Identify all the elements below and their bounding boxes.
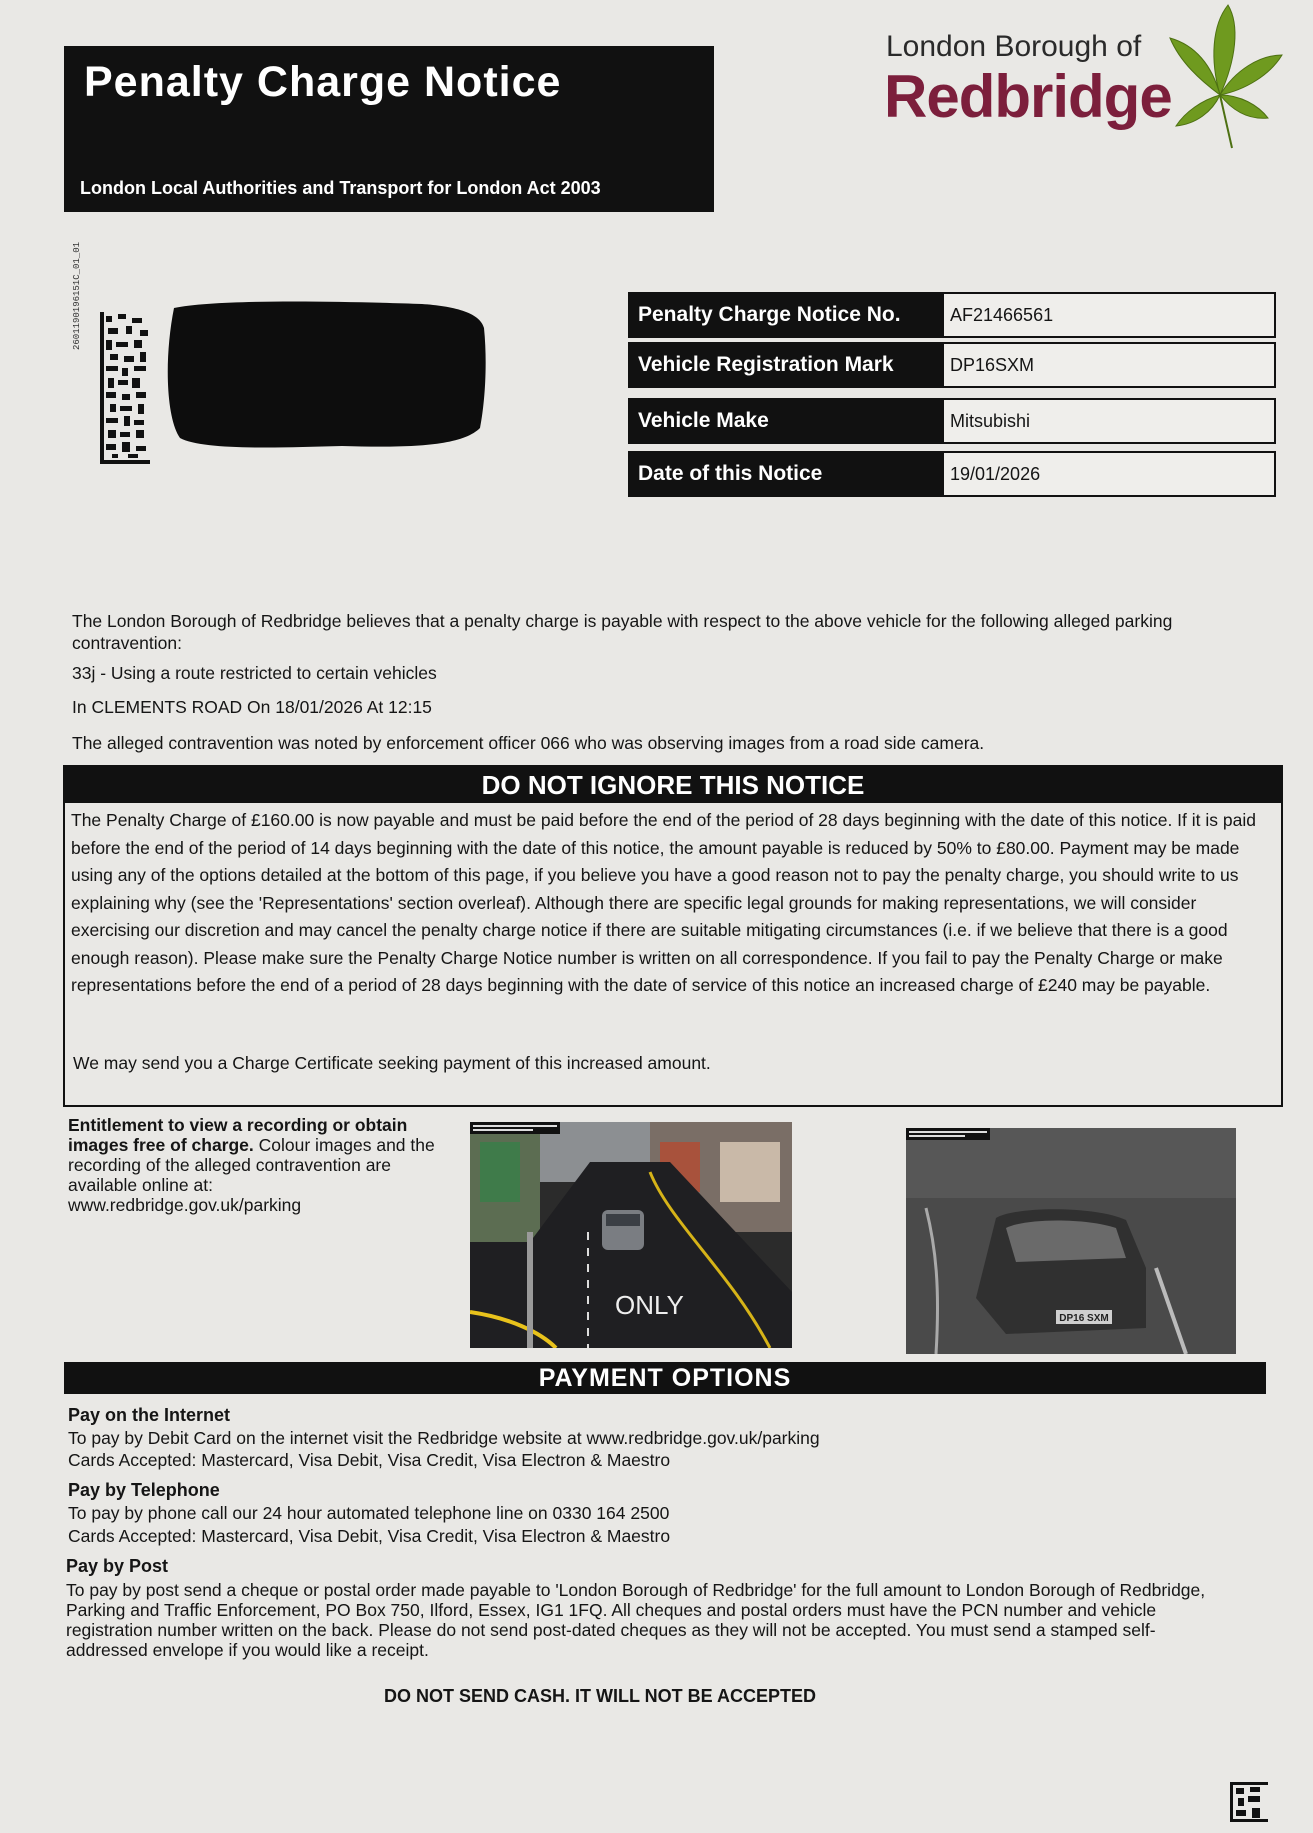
road-marking-text: ONLY (615, 1290, 684, 1320)
notice-header-block (64, 46, 714, 212)
camera-image-closeup (906, 1128, 1236, 1354)
contravention-code: 33j - Using a route restricted to certain vehicles (72, 663, 437, 683)
detail-label: Vehicle Registration Mark (630, 344, 944, 386)
entitlement-body: Colour images and the recording of the alleged contravention are available online at: (68, 1135, 435, 1195)
notice-date-value: 19/01/2026 (950, 464, 1041, 484)
pay-telephone-line-1: To pay by phone call our 24 hour automated telephone line on 0330 164 2500 (68, 1503, 670, 1523)
detail-label: Date of this Notice (630, 453, 944, 495)
detail-row-notice-date (628, 451, 1276, 497)
notice-heading: DO NOT IGNORE THIS NOTICE (65, 767, 1281, 803)
detail-label: Vehicle Make (630, 400, 944, 442)
notice-title: Penalty Charge Notice (84, 58, 562, 106)
entitlement-url: www.redbridge.gov.uk/parking (68, 1195, 302, 1215)
no-cash-warning: DO NOT SEND CASH. IT WILL NOT BE ACCEPTED (384, 1686, 817, 1706)
datamatrix-barcode-icon (100, 312, 150, 464)
logo-line-2: Redbridge (884, 63, 1172, 130)
detail-label: Penalty Charge Notice No. (630, 294, 944, 336)
vehicle-make-value: Mitsubishi (950, 411, 1031, 431)
entitlement-text (68, 1115, 448, 1215)
contravention-observed: The alleged contravention was noted by enforcement officer 066 who was observing images from a road side camera. (72, 733, 985, 753)
charge-certificate-note: We may send you a Charge Certificate seeking payment of this increased amount. (73, 1053, 711, 1073)
camera-image-colour (470, 1122, 792, 1348)
entitlement-heading: Entitlement to view a recording or obtain images free of charge. (68, 1115, 408, 1155)
pay-post-body: To pay by post send a cheque or postal order made payable to 'London Borough of Redbridge' for the full amount to London Borough of Redbridge, Parking and Traffic Enforcement, PO Box 750, Ilford, Essex, IG1 1FQ. All cheques and postal orders must have the PCN number and vehicle registration number written on the back. Please do not send post-dated cheques as they will not be accepted. You must send a stamped self-addressed envelope if you would like a receipt. (66, 1580, 1206, 1660)
footer-barcode-icon (1230, 1782, 1268, 1822)
do-not-ignore-box (63, 765, 1283, 1107)
logo-line-1: London Borough of (886, 30, 1142, 63)
contravention-location: In CLEMENTS ROAD On 18/01/2026 At 12:15 (72, 697, 432, 717)
redacted-address-block (162, 298, 487, 453)
registration-value: DP16SXM (950, 355, 1035, 375)
pay-internet-title: Pay on the Internet (68, 1405, 231, 1425)
detail-row-vehicle-make (628, 398, 1276, 444)
pay-post-title: Pay by Post (66, 1556, 169, 1576)
act-reference: London Local Authorities and Transport for London Act 2003 (80, 178, 601, 198)
detail-row-registration (628, 342, 1276, 388)
pay-telephone-line-2: Cards Accepted: Mastercard, Visa Debit, Visa Credit, Visa Electron & Maestro (68, 1526, 671, 1546)
pay-internet-line-1: To pay by Debit Card on the internet visit the Redbridge website at www.redbridge.gov.uk/parking (68, 1428, 820, 1448)
notice-body: The Penalty Charge of £160.00 is now payable and must be paid before the end of the period of 28 days beginning with the date of this notice. If it is paid before the end of the period of 14 days beginning with the date of this notice, the amount payable is reduced by 50% to £80.00. Payment may be made using any of the options detailed at the bottom of this page, if you believe you have a good reason not to pay the penalty charge, you should write to us explaining why (see the 'Representations' section overleaf). Although there are specific legal grounds for making representations, we will consider exercising our discretion and may cancel the penalty charge notice if there are suitable mitigating circumstances (i.e. if we believe that there is a good enough reason). Please make sure the Penalty Charge Notice number is written on all correspondence. If you fail to pay the Penalty Charge or make representations before the end of a period of 28 days beginning with the date of service of this notice an increased charge of £240 may be payable. (71, 810, 1256, 995)
contravention-intro: The London Borough of Redbridge believes that a penalty charge is payable with respect to the above vehicle for the following alleged parking contravention: (72, 611, 1173, 653)
chestnut-leaf-icon (1140, 0, 1290, 150)
payment-options-heading: PAYMENT OPTIONS (64, 1362, 1266, 1394)
plate-text: DP16 SXM (1059, 1313, 1109, 1324)
pay-internet-line-2: Cards Accepted: Mastercard, Visa Debit, Visa Credit, Visa Electron & Maestro (68, 1450, 671, 1470)
detail-row-pcn-number (628, 292, 1276, 338)
barcode-reference: 2601190196151C_01_01 (72, 241, 82, 350)
pcn-number-value: AF21466561 (950, 305, 1054, 325)
pay-telephone-title: Pay by Telephone (68, 1480, 220, 1500)
